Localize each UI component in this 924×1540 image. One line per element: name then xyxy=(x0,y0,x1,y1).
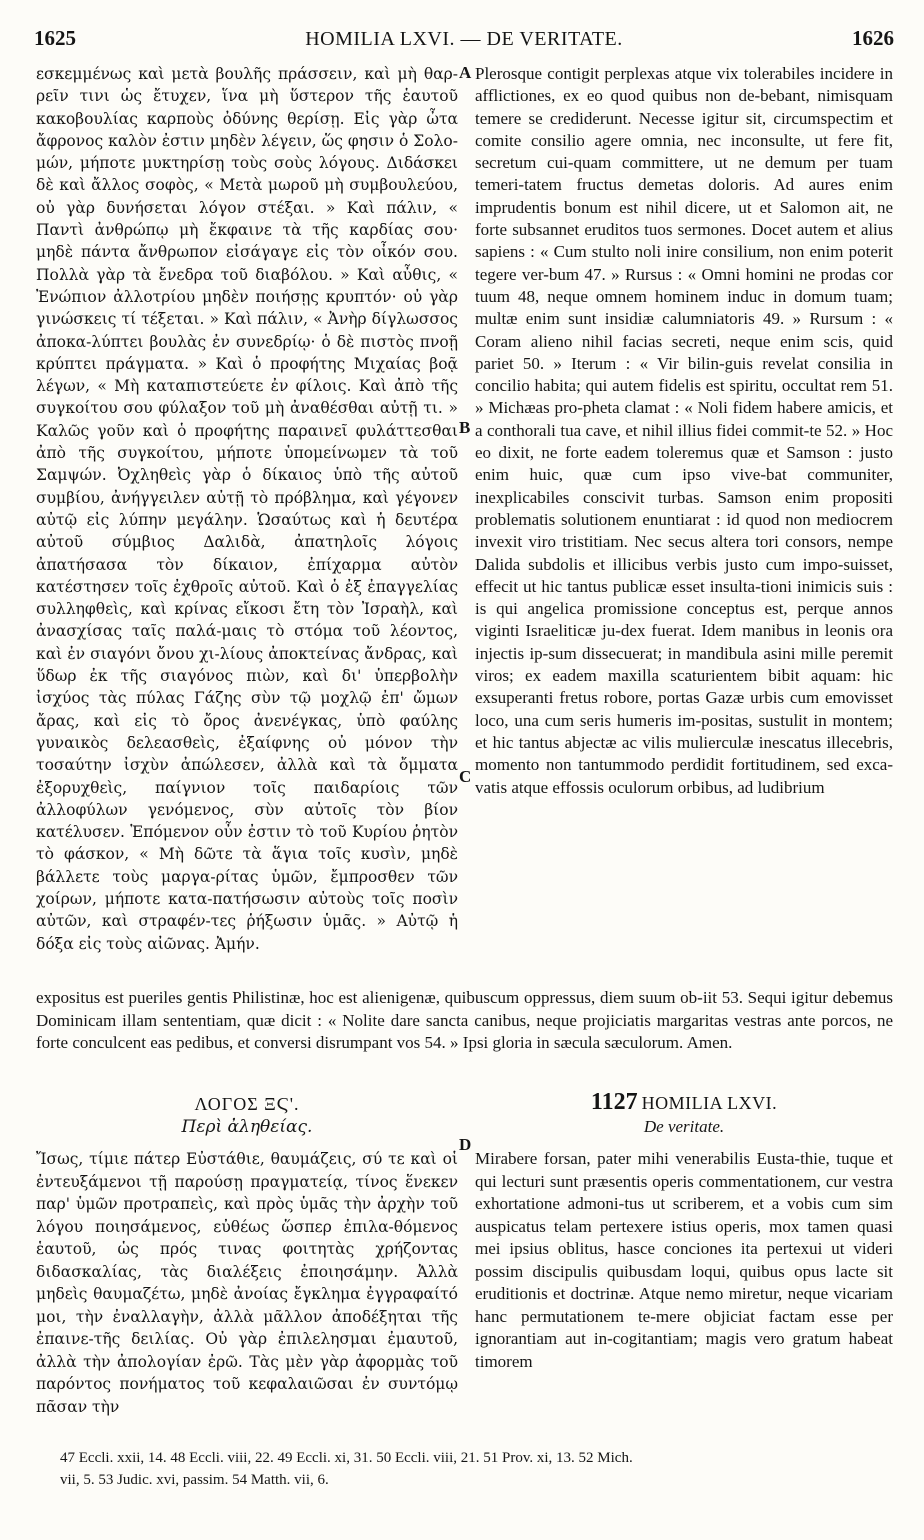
latin-fullwidth-paragraph xyxy=(36,987,893,1055)
greek-section-title: ΛΟΓΟΣ ΞϚ'. xyxy=(194,1094,300,1114)
page-number-left: 1625 xyxy=(34,26,76,50)
margin-marker-a: A xyxy=(459,63,472,82)
greek-column-top xyxy=(36,63,458,955)
latin-text-top: Plerosque contigit perplexas atque vix tolerabiles incidere in afflictiones, ex eo quod quibus non de-bebant, nimisquam temere se crediderunt. Necesse igitur sit, circumspectim et comite consilio agere omnia, nec inconsulte, ut fere fit, secretum cui-quam committere, ut ne demum per tuam temeri-tatem fructus demetas doloris. Ad aures enim imprudentis bonum est nihil dicere, ut et Salomon ait, ne forte subsannet eruditos tuos sermones. Docet autem et alius sapiens : « Cum stulto noli inire consilium, non enim poterit tegere ver-bum 47. » Rursus : « Omni homini ne prodas cor tuum 48, neque omnem hominem induc in domum tuam; multæ enim sunt insidiæ calumniatoris 49. » Rursum : « Coram alieno nihil facias secreti, neque enim scis, quid pariet 50. » Iterum : « Vir bilin-guis revelat consilia in concilio habita; qui autem fidelis est spiritu, occultat rem 51. » Michæas pro-pheta clamat : « Noli fidem habere amicis, et a conthorali tua cave, et nihil illius fidei commit-te 52. » Hoc eo dixit, ne forte eadem toleremus quæ et Samson : justo enim huic, quæ cum ipso vive-bat communiter, inexplicabiles conscivit turbas. Samson enim propositi problematis solutionem enuntiarat : id quod non mediocrem invexit viro tristitiam. Nec secus altera tori consors, nempe Dalida subdolis et illicibus verbis justo cum impo-suisset, effecit ut hic tantus publicæ esset insulta-tioni inimicis suis : is qui angelica promissione conceptus est, perque annos viginti Israeliticæ ju-dex fuerat. Idem manibus in leonis ora injectis ip-sum dissecuerat; in mandibula asini mille peremit viros; ex eadem maxilla scaturientem bibit aquam: hic exsuperanti fretus robore, portas Gazæ urbis cum emovisset loco, una cum seris humeris im-positas, sustulit in montem; et hic tantus abjectæ ac vilis mulierculæ inescatus illecebris, momento non tantummodo perdidit fortitudinem, sed exca-vatis atque effossis oculorum orbibus, ad ludibrium xyxy=(475,64,893,797)
greek-section-subtitle: Περὶ ἀληθείας. xyxy=(181,1117,313,1137)
margin-marker-c: C xyxy=(459,767,472,786)
latin-section-subtitle: De veritate. xyxy=(643,1117,725,1136)
latin-section-number: 1127 xyxy=(590,1089,638,1115)
greek-column-bottom xyxy=(36,1148,458,1418)
latin-section-title: HOMILIA LXVI. xyxy=(641,1093,778,1113)
margin-marker-d: D xyxy=(459,1135,472,1154)
latin-text-bottom: Mirabere forsan, pater mihi venerabilis Eusta-thie, tuque et qui lecturi sunt præsentis operis commentationem, cur vestra exhortatione admoni-tus ut scriberem, et a vobis cum sim auspicatus telam pertexere istius operis, mox tamen quasi mei ipsius oblitus, hasce conciones ita pertexui ut videri possim discipulis quibusdam loqui, quibus opus lacte sit eruditionis et doctrinæ. Atque nemo miretur, neque vicariam hanc permutationem te-mere objiciat factam esse per ignorantiam aut in-cogitantiam; magis vero gratum habeat timorem xyxy=(475,1149,893,1371)
margin-marker-b: B xyxy=(459,418,471,437)
running-header xyxy=(34,26,894,60)
page-number-right: 1626 xyxy=(852,26,894,50)
footnotes-line-1: 47 Eccli. xxii, 14. 48 Eccli. viii, 22. 49 Eccli. xi, 31. 50 Eccli. viii, 21. 51 Prov. xi, 13. 52 Mich. xyxy=(60,1450,633,1466)
latin-text-full: expositus est pueriles gentis Philistinæ, hoc est alienigenæ, quibuscum oppressus, diem suum ob-iit 53. Sequi igitur debemus Dominicam illam sententiam, quæ dicit : « Nolite dare sancta canibus, neque projiciatis margaritas vestras ante porcos, ne forte conculcent eas pedibus, et conversi disrumpant vos 54. » Ipsi gloria in sæcula sæculorum. Amen. xyxy=(36,988,893,1052)
footnotes xyxy=(60,1447,893,1491)
greek-text-bottom: Ἴσως, τίμιε πάτερ Εὐστάθιε, θαυμάζεις, σύ τε καὶ οἱ ἐντευξάμενοι τῇ παρούσῃ πραγματείᾳ, τίνος ἕνεκεν παρ' ὑμῶν προτραπεὶς, καὶ πρὸς ὑμᾶς τὴν ἀρχὴν τοῦ λόγου ποιησάμενος, εὐθέως ὥσπερ ἐπιλα-θόμενος ἑαυτοῦ, ὡς πρός τινας φοιτητὰς χρήζοντας διδασκαλίας, τὰς διαλέξεις ἐποιησάμην. Ἀλλὰ μηδεὶς θαυμαζέτω, μηδὲ ἀνοίας ἔγκλημα ἐγγραφαίτό μοι, τὴν ἐναλλαγὴν, ἀλλὰ μᾶλλον ἀποδέξηται τῆς ἐπαινε-τῆς δειλίας. Οὐ γὰρ ἐπιλελησμαι ἐμαυτοῦ, ἀλλὰ τὴν ἀπολογίαν ἐρῶ. Τὰς μὲν γὰρ ἀφορμὰς τοῦ παρόντος πονήματος τοῦ κεφαλαιῶσαι ἐν συντόμῳ πᾶσαν τὴν xyxy=(36,1150,458,1416)
latin-section-heading xyxy=(475,1089,893,1116)
latin-column-top xyxy=(475,63,893,799)
latin-column-bottom xyxy=(475,1148,893,1373)
greek-text-top: εσκεμμένως καὶ μετὰ βουλῆς πράσσειν, καὶ μὴ θαρ-ρεῖν τινι ὡς ἔτυχεν, ἵνα μὴ ὕστερον τῆς ἑαυτοῦ κακοβουλίας καρποὺς ὀδύνης θερίσῃ. Εἰς γὰρ ὦτα ἄφρονος καλὸν ἐστιν μηδὲν λέγειν, ὥς φησιν ὁ Σολο-μών, μήποτε μυκτηρίσῃ τοὺς σοὺς λόγους. Διδάσκει δὲ καὶ ἄλλος σοφὸς, « Μετὰ μωροῦ μὴ συμβουλεύου, οὐ γὰρ δυνήσεται λόγον στέξαι. » Καὶ πάλιν, « Παντὶ ἀνθρώπῳ μὴ ἔκφαινε τὰ τῆς καρδίας σου· μηδὲ πάντα ἄνθρωπον εἰσάγαγε εἰς τὸν οἶκόν σου. Πολλὰ γὰρ τὰ ἔνεδρα τοῦ διαβόλου. » Καὶ αὖθις, « Ἐνώπιον ἀλλοτρίου μηδὲν ποιήσῃς κρυπτόν· οὐ γὰρ γινώσκεις τί τέξεται. » Καὶ πάλιν, « Ἀνὴρ δίγλωσσος ἀποκα-λύπτει βουλὰς ἐν συνεδρίῳ· ὁ δὲ πιστὸς πνοῇ κρύπτει πράγματα. » Καὶ ὁ προφήτης Μιχαίας βοᾷ λέγων, « Μὴ καταπιστεύετε ἐν φίλοις. Καὶ ἀπὸ τῆς συγκοίτου σου φύλαξον τοῦ μὴ ἀναθέσθαι αὐτῇ τι. » Καλῶς γοῦν καὶ ὁ προφήτης παραινεῖ φυλάττεσθαι ἀπὸ τῆς συγκοίτου, μήποτε ὑπομείνωμεν τὰ τοῦ Σαμψών. Ὀχληθεὶς γὰρ ὁ δίκαιος ὑπὸ τῆς αὐτοῦ συμβίου, ἀνήγγειλεν αὐτῇ τὸ πρόβλημα, καὶ γέγονεν αὐτῷ εἰς λύπην μεγάλην. Ὡσαύτως καὶ ἡ δευτέρα αὐτοῦ σύμβιος Δαλιδὰ, ἀπατηλοῖς λόγοις ἀπατήσασα τὸν δίκαιον, ἐπίχαρμα αὐτὸν κατέστησεν τοῖς ἐχθροῖς αὐτοῦ. Καὶ ὁ ἐξ ἐπαγγελίας συλληφθεὶς, καὶ κρίνας εἴκοσι ἔτη τὸν Ἰσραὴλ, καὶ ἀνασχίσας ταῖς παλά-μαις τὸ στόμα τοῦ λέοντος, καὶ ἐν σιαγόνι ὄνου χι-λίους ἀποκτείνας ἄνδρας, καὶ ὕδωρ ἐκ τῆς σιαγόνος πιὼν, καὶ δι' ὑπερβολὴν ἰσχύος τὰς πύλας Γάζης σὺν τῷ μοχλῷ ἐπ' ὤμων ἄρας, καὶ εἰς τὸ ὄρος ἀνενέγκας, ὑπὸ φαύλης γυναικὸς δελεασθεὶς, ἐξαίφνης οὐ μόνον τὴν τοσαύτην ἰσχὺν ἀπώλεσεν, ἀλλὰ καὶ τὰ ὄμματα ἐξορυχθεὶς, παίγνιον τοῖς παιδαρίοις τῶν ἀλλοφύλων γενόμενος, σὺν αὐτοῖς τὸν βίον κατέλυσεν. Ἑπόμενον οὖν ἐστιν τὸ τοῦ Κυρίου ῥητὸν τὸ φάσκον, « Μὴ δῶτε τὰ ἅγια τοῖς κυσὶν, μηδὲ βάλλετε τοὺς μαργα-ρίτας ὑμῶν, ἔμπροσθεν τῶν χοίρων, μήποτε κατα-πατήσωσιν αὐτοὺς τοῖς ποσὶν αὐτῶν, καὶ στραφέν-τες ῥήξωσιν ὑμᾶς. » Αὐτῷ ἡ δόξα εἰς τοὺς αἰῶνας. Ἀμήν. xyxy=(36,65,458,953)
running-title: HOMILIA LXVI. — DE VERITATE. xyxy=(305,28,623,50)
footnotes-line-2: vii, 5. 53 Judic. xvi, passim. 54 Matth. vii, 6. xyxy=(60,1472,329,1488)
